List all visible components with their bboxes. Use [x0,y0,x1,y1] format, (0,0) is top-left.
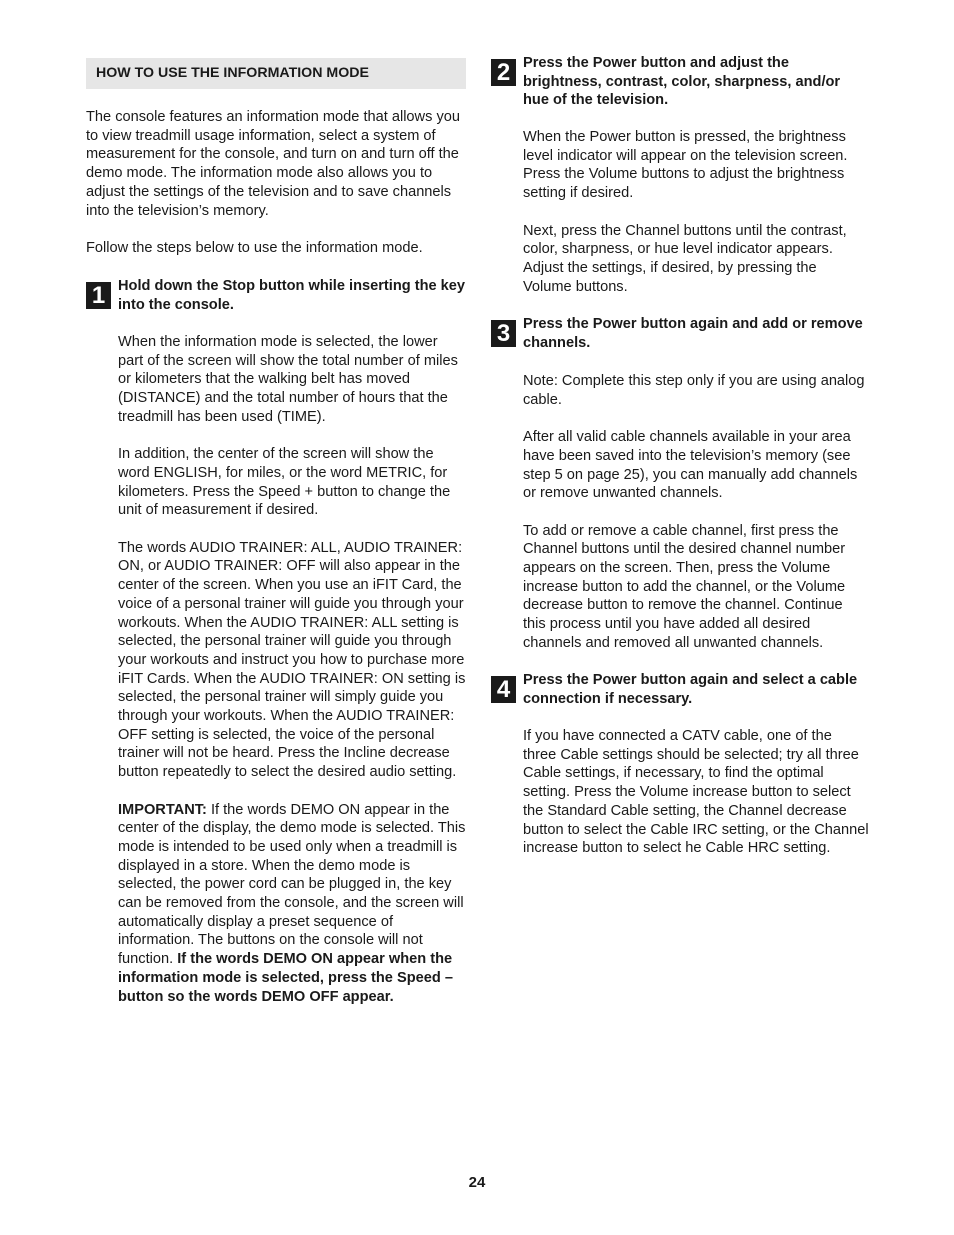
step-body [523,372,869,653]
step-paragraph: In addition, the center of the screen will show the word ENGLISH, for miles, or the word METRIC, for kilometers. Press the Speed + button to change the unit of measurement if desired. [118,446,451,519]
step-body [523,727,869,858]
step-number-badge: 2 [491,59,516,86]
step-paragraph: Note: Complete this step only if you are using analog cable. [523,373,865,408]
step-paragraph: If you have connected a CATV cable, one of the three Cable settings should be selected; try all three Cable settings, if necessary, to find the optimal setting. Press the Volume increase button to select the Standard Cable setting, the Channel decrease button to select the Cable IRC setting, or the Channel increase button to select he Cable HRC setting. [523,728,869,857]
step-paragraph: The words AUDIO TRAINER: ALL, AUDIO TRAINER: ON, or AUDIO TRAINER: OFF will also appear in the center of the screen. When you use an iFIT Card, the voice of a personal trainer will guide you through your workouts. When the AUDIO TRAINER: ALL setting is selected, the personal trainer will guide you through your workouts and instruct you how to purchase more iFIT Cards. When the AUDIO TRAINER: ON setting is selected, the personal trainer will simply guide you through your workouts. When the AUDIO TRAINER: OFF setting is selected, the voice of the personal trainer will not be heard. Press the Incline decrease button repeatedly to select the desired audio setting. [118,539,466,781]
intro-paragraph: The console features an information mode that allows you to view treadmill usage information, select a system of measurement for the console, and turn on and turn off the demo mode. The information mode also allows you to adjust the settings of the television and to save channels into the television’s memory. [86,109,460,219]
step-title: Press the Power button again and select a cable connection if necessary. [523,672,858,707]
step-paragraph: Next, press the Channel buttons until the contrast, color, sharpness, or hue level indicator appears. Adjust the settings, if desired, by pressing the Volume buttons. [523,222,847,295]
page-number: 24 [468,1174,486,1191]
important-label: IMPORTANT: [118,801,207,818]
important-note [118,801,466,1007]
step-paragraph: When the information mode is selected, the lower part of the screen will show the total number of miles or kilometers that the walking belt has moved (DISTANCE) and the total number of hours that the treadmill has been used (TIME). [118,334,458,425]
follow-steps-text: Follow the steps below to use the information mode. [86,240,423,256]
step-title: Press the Power button again and add or remove channels. [523,316,863,351]
step-body [118,333,466,1006]
step-paragraph: To add or remove a cable channel, first press the Channel buttons until the desired channel number appears on the screen. Then, press the Volume increase button to add the channel, or the Volume decrease button to remove the channel. Continue this process until you have added all desired channels and removed all unwanted channels. [523,522,846,651]
important-text: If the words DEMO ON appear in the center of the display, the demo mode is selected. This mode is intended to be used only when a treadmill is displayed in a store. When the demo mode is selected, the power cord can be plugged in, the key can be removed from the console, and the screen will automatically display a preset sequence of information. The buttons on the console will not function. [118,801,466,968]
step-number-badge: 3 [491,320,516,347]
step-title: Hold down the Stop button while inserting the key into the console. [118,278,466,313]
step-number-badge: 1 [86,282,111,309]
step-paragraph: When the Power button is pressed, the brightness level indicator will appear on the television screen. Press the Volume buttons to adjust the brightness setting if desired. [523,129,848,202]
step-paragraph: After all valid cable channels available in your area have been saved into the television’s memory (see step 5 on page 25), you can manually add channels or remove unwanted channels. [523,429,858,502]
section-title: HOW TO USE THE INFORMATION MODE [96,65,369,81]
step-number-badge: 4 [491,676,516,703]
section-header [86,58,466,89]
step-body [523,128,869,296]
important-bold-text: If the words DEMO ON appear when the information mode is selected, press the Speed – button so the words DEMO OFF appear. [118,951,453,1005]
step-title: Press the Power button and adjust the brightness, contrast, color, sharpness, and/or hue of the television. [523,55,841,109]
